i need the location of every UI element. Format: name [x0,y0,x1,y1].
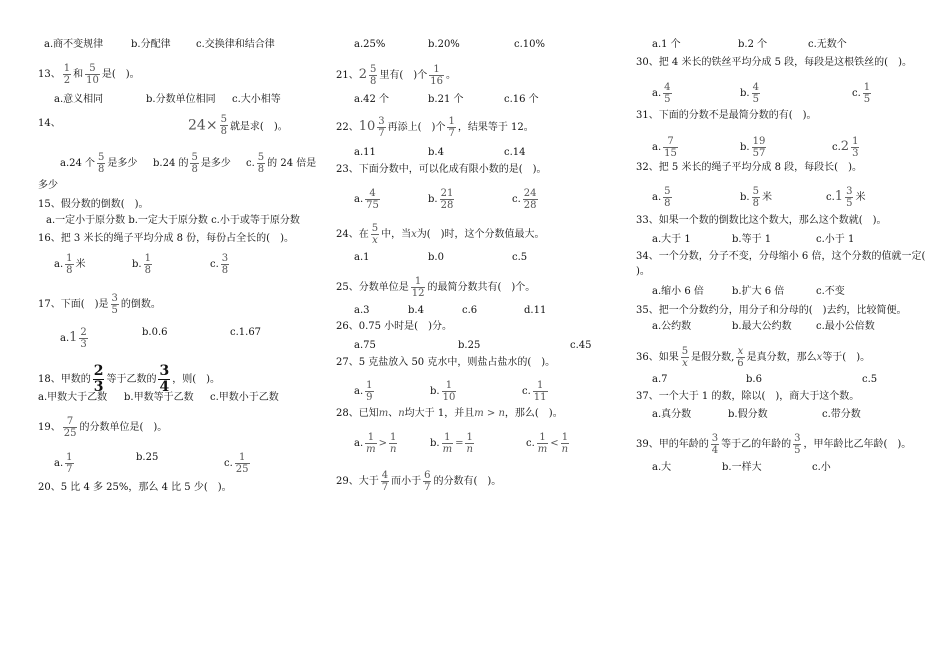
question-17: 17、下面( )是 $\frac{3}{5}$ 的倒数。 [38,293,161,316]
question-30: 30、把 4 米长的铁丝平均分成 5 段，每段是这根铁丝的( )。 [636,57,912,68]
option-c: c.5 [862,374,878,385]
question-34: 34、一个分数，分子不变，分母缩小 6 倍，这个分数的值就一定( [636,251,926,262]
question-number: 14、 [38,118,61,129]
question-28: 28、已知m、n均大于 1，并且m > n，那么( )。 [336,408,563,419]
option-a: a.11 [354,147,376,158]
option-a: a.公约数 [652,321,692,332]
option-b: b.0.6 [142,327,168,338]
q15-options: a.一定小于原分数 b.一定大于原分数 c.小于或等于原分数 [46,215,300,226]
q36-options [652,374,878,386]
option-c: c. $\frac{3}{8}$ [210,253,229,276]
option-b: b.21 个 [428,94,464,105]
option-c: c. $\frac{5}{8}$ 的 24 倍是 [246,152,317,175]
option-b: b.4 [428,147,444,158]
q31-options [652,136,859,159]
q25-options [354,305,547,317]
question-34-wrap: )。 [636,266,650,277]
q13-options [54,94,281,106]
q20-options [354,39,546,51]
option-b: b. $\frac{21}{28}$ [428,188,454,211]
option-c: c. $\frac{1}{m}$ < $\frac{1}{n}$ [526,432,569,455]
option-c: c. $\frac{1}{11}$ [522,380,547,403]
option-a: a.1 个 [652,39,681,50]
option-c: c.小于 1 [816,234,855,245]
question-37: 37、一个大于 1 的数，除以( )，商大于这个数。 [636,391,860,402]
option-c: c.2 $\frac{1}{3}$ [832,136,859,159]
q16-options [54,253,229,276]
q33-options [652,234,855,246]
text: 和 [73,69,84,80]
option-c: c.交换律和结合律 [196,39,275,50]
option-a: a.3 [354,305,370,316]
option-c: c.1 $\frac{3}{5}$ 米 [826,186,866,209]
option-a: a.缩小 6 倍 [652,286,704,297]
fraction: $\frac{1}{2}$ [63,63,71,86]
question-31: 31、下面的分数不是最简分数的有( )。 [636,110,817,121]
option-c: c.最小公倍数 [816,321,875,332]
option-b: b.扩大 6 倍 [732,286,785,297]
q27-options [354,380,547,403]
option-a: a. $\frac{1}{9}$ [354,380,373,403]
question-27: 27、5 克盐放入 50 克水中，则盐占盐水的( )。 [336,357,556,368]
option-b: b.最大公约数 [732,321,792,332]
question-14 [38,114,288,137]
q24-options [354,252,528,264]
question-23: 23、下面分数中，可以化成有限小数的是( )。 [336,164,547,175]
option-b: b.6 [746,374,762,385]
option-c: c.5 [512,252,528,263]
option-b: b.假分数 [728,409,768,420]
question-33: 33、如果一个数的倒数比这个数大，那么这个数就( )。 [636,215,887,226]
option-a: a. $\frac{1}{8}$ 米 [54,253,86,276]
fraction: $\frac{5}{10}$ [86,63,99,86]
option-a: a.1 $\frac{2}{3}$ [60,327,87,350]
option-c: c. $\frac{1}{25}$ [224,452,249,475]
question-36: 36、如果 $\frac{5}{x}$ 是假分数, $\frac{x}{6}$ 是真分数，那么x等于( )。 [636,346,871,369]
q34-options [652,286,845,298]
option-b: b.等于 1 [732,234,772,245]
option-b: b. $\frac{5}{8}$ 米 [740,186,772,209]
q12-options [44,39,275,51]
option-c: c.大小相等 [232,94,281,105]
question-39: 39、甲的年龄的 $\frac{3}{4}$ 等于乙的年龄的 $\frac{3}{5}$ ，甲年龄比乙年龄( )。 [636,433,912,456]
question-13 [38,63,140,86]
option-a: a. $\frac{4}{5}$ [652,82,671,105]
option-a: a.1 [354,252,370,263]
q21-options [354,94,539,106]
q28-options [354,432,569,455]
option-c: c.不变 [816,286,845,297]
question-19: 19、 $\frac{7}{25}$ 的分数单位是( )。 [38,416,168,439]
q18-options [38,392,279,404]
option-b: b.0 [428,252,444,263]
q29-options [652,39,847,51]
option-b: b. $\frac{19}{57}$ [740,136,766,159]
option-a: a. $\frac{7}{15}$ [652,136,677,159]
option-c: c.无数个 [808,39,847,50]
option-a: a. $\frac{5}{8}$ [652,186,671,209]
option-b: b.25 [136,452,159,463]
option-a: a.大 [652,462,672,473]
option-b: b. $\frac{1}{10}$ [430,380,456,403]
q22-options [354,147,526,159]
option-c: c.45 [570,340,592,351]
q19-options [54,452,249,475]
question-29: 29、大于 $\frac{4}{7}$ 而小于 $\frac{6}{7}$ 的分数有( )。 [336,470,502,493]
option-b: b. $\frac{1}{m}$ = $\frac{1}{n}$ [430,432,473,455]
q32-options [652,186,866,209]
option-b: b.24 的 $\frac{5}{8}$ 是多少 [153,152,231,175]
question-21: 21、2 $\frac{5}{8}$ 里有( )个 $\frac{1}{16}$ 。 [336,64,456,87]
option-c: c. $\frac{24}{28}$ [512,188,537,211]
question-26: 26、0.75 小时是( )分。 [336,321,452,332]
q23-options [354,188,537,211]
option-a: a.25% [354,39,386,50]
question-22: 22、10 $\frac{3}{7}$ 再添上( )个 $\frac{1}{7}$ ，结果等于 12。 [336,116,534,139]
q37-options [652,409,861,421]
option-a: a. $\frac{1}{7}$ [54,452,73,475]
option-a: a. $\frac{1}{m}$ > $\frac{1}{n}$ [354,432,397,455]
option-c: c.10% [514,39,546,50]
question-24: 24、在 $\frac{5}{x}$ 中，当x为( )时，这个分数值最大。 [336,223,545,246]
q17-options [60,327,262,350]
q14-wrap-text: 多少 [38,180,58,191]
question-25: 25、分数单位是 $\frac{1}{12}$ 的最简分数共有( )个。 [336,276,536,299]
option-a: a.意义相同 [54,94,104,105]
question-20: 20、5 比 4 多 25%，那么 4 比 5 少( )。 [38,482,232,493]
question-35: 35、把一个分数约分，用分子和分母的( )去约，比较简便。 [636,305,907,316]
option-b: b.分数单位相同 [146,94,216,105]
question-number: 13、 [38,69,61,80]
option-a: a.75 [354,340,376,351]
option-b: b.4 [408,305,424,316]
option-a: a.42 个 [354,94,390,105]
question-16: 16、把 3 米长的绳子平均分成 8 份，每份占全长的( )。 [38,233,294,244]
option-d: d.11 [524,305,547,316]
option-c: c.6 [462,305,478,316]
expression: 24× $\frac{5}{8}$ 就是求( )。 [188,114,288,137]
option-b: b.甲数等于乙数 [124,392,194,403]
option-c: c.小 [812,462,831,473]
q35-options [652,321,875,333]
option-a: a.商不变规律 [44,39,104,50]
question-32: 32、把 5 米长的绳子平均分成 8 段，每段长( )。 [636,162,862,173]
option-b: b.分配律 [131,39,171,50]
option-a: a. $\frac{4}{75}$ [354,188,379,211]
option-a: a.真分数 [652,409,692,420]
option-a: a.24 个 $\frac{5}{8}$ 是多少 [60,152,138,175]
option-b: b.20% [428,39,460,50]
q39-options [652,462,831,474]
q26-options [354,340,592,352]
question-18: 18、甲数的 $\frac{2}{3}$ 等于乙数的 $\frac{3}{4}$ ，则( )。 [38,363,221,395]
option-b: b.2 个 [738,39,768,50]
option-c: c. $\frac{1}{5}$ [852,82,871,105]
option-a: a.大于 1 [652,234,691,245]
option-c: c.1.67 [230,327,262,338]
option-b: b.一样大 [722,462,762,473]
question-15: 15、假分数的倒数( )。 [38,199,149,210]
option-c: c.14 [504,147,526,158]
option-c: c.16 个 [504,94,539,105]
q30-options [652,82,871,105]
option-a: a.7 [652,374,668,385]
option-b: b. $\frac{4}{5}$ [740,82,759,105]
option-c: c.带分数 [822,409,861,420]
q14-options [60,152,317,175]
option-c: c.甲数小于乙数 [210,392,279,403]
text: 是( )。 [101,69,140,80]
option-b: b. $\frac{1}{8}$ [132,253,151,276]
option-a: a.甲数大于乙数 [38,392,108,403]
option-b: b.25 [458,340,481,351]
